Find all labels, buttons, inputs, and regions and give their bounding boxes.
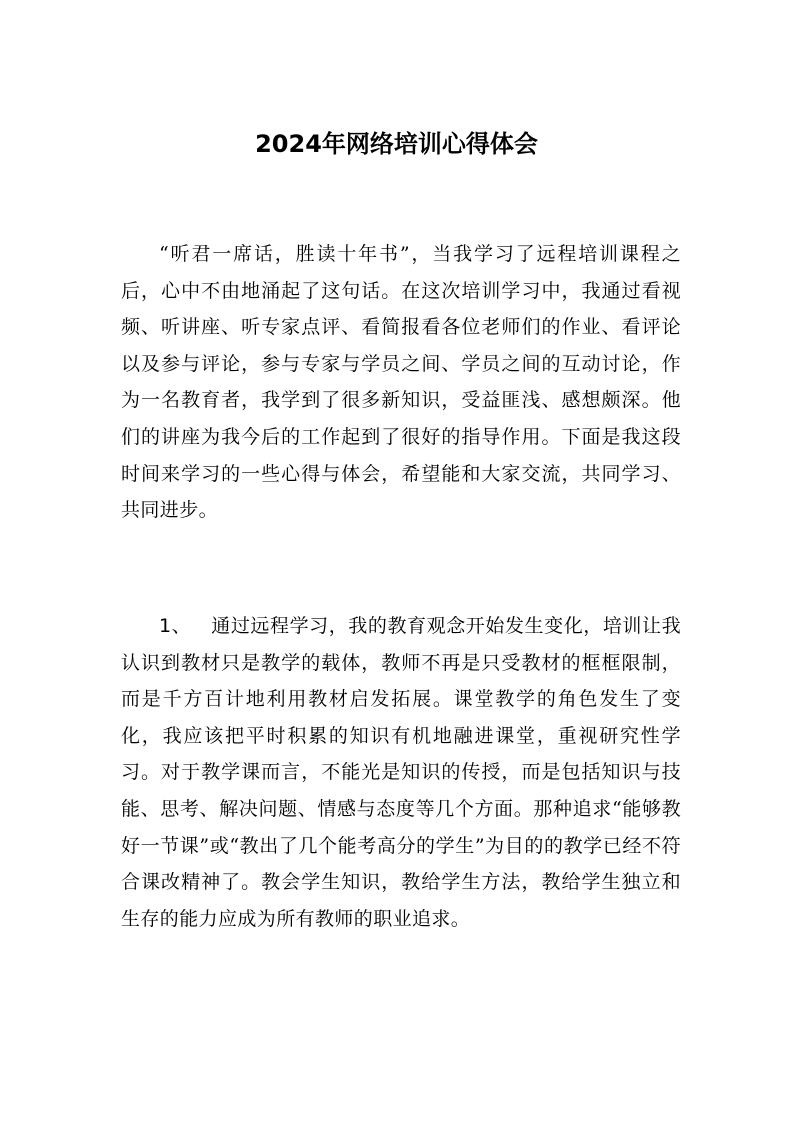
paragraph-text: 通过远程学习，我的教育观念开始发生变化，培训让我认识到教材只是教学的载体，教师不再是只受教材的框框限制，而是千方百计地利用教材启发拓展。课堂教学的角色发生了变化，我应该把平时积累的知识有机地融进课堂，重视研究性学习。对于教学课而言，不能光是知识的传授，而是包括知识与技能、思考、解决问题、情感与态度等几个方面。那种追求“能够教好一节课”或“教出了几个能考高分的学生”为目的的教学已经不符合课改精神了。教会学生知识，教给学生方法，教给学生独立和生存的能力应成为所有教师的职业追求。 [121,615,681,930]
document-title: 2024年网络培训心得体会 [255,130,538,158]
numbered-paragraph-1 [121,608,681,937]
intro-paragraph: “听君一席话，胜读十年书”，当我学习了远程培训课程之后，心中不由地涌起了这句话。在这次培训学习中，我通过看视频、听讲座、听专家点评、看简报看各位老师们的作业、看评论以及参与评论，参与专家与学员之间、学员之间的互动讨论，作为一名教育者，我学到了很多新知识，受益匪浅、感想颇深。他们的讲座为我今后的工作起到了很好的指导作用。下面是我这段时间来学习的一些心得与体会，希望能和大家交流，共同学习、共同进步。 [121,243,681,522]
paragraph-number: 1、 [159,615,192,637]
